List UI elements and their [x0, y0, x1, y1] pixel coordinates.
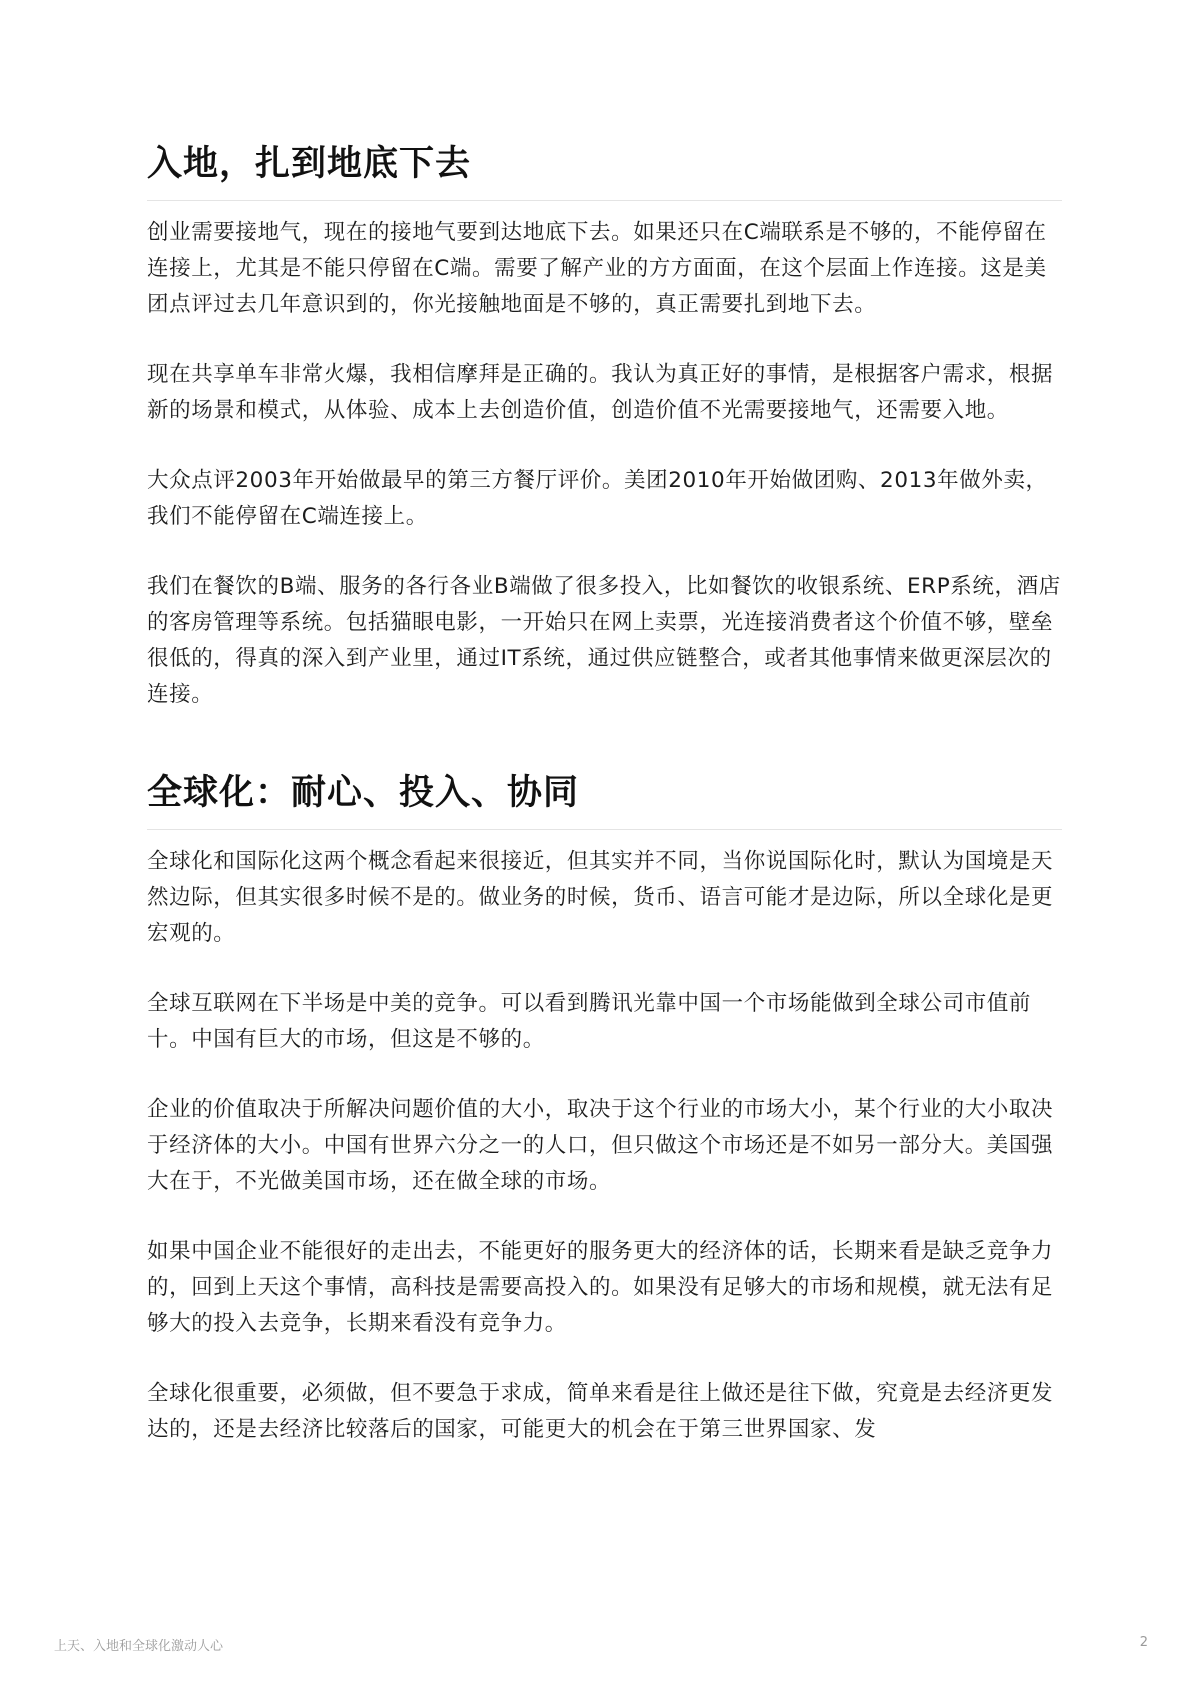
paragraph: 如果中国企业不能很好的走出去，不能更好的服务更大的经济体的话，长期来看是缺乏竞争力的，回到上天这个事情，高科技是需要高投入的。如果没有足够大的市场和规模，就无法有足够大的投入去竞争，长期来看没有竞争力。 [147, 1239, 1054, 1336]
paragraph: 全球互联网在下半场是中美的竞争。可以看到腾讯光靠中国一个市场能做到全球公司市值前十。中国有巨大的市场，但这是不够的。 [147, 991, 1032, 1052]
page-footer [54, 1635, 1148, 1655]
section-title: 入地，扎到地底下去 [147, 144, 472, 184]
paragraph: 现在共享单车非常火爆，我相信摩拜是正确的。我认为真正好的事情，是根据客户需求，根据新的场景和模式，从体验、成本上去创造价值，创造价值不光需要接地气，还需要入地。 [147, 362, 1054, 423]
paragraph: 全球化很重要，必须做，但不要急于求成，简单来看是往上做还是往下做，究竟是去经济更发达的，还是去经济比较落后的国家，可能更大的机会在于第三世界国家、发 [147, 1381, 1054, 1442]
section-title: 全球化：耐心、投入、协同 [147, 773, 580, 813]
footer-document-title: 上天、入地和全球化激动人心 [54, 1639, 224, 1654]
section-spacer [147, 747, 1062, 767]
section-divider [147, 829, 1062, 830]
paragraph: 企业的价值取决于所解决问题价值的大小，取决于这个行业的市场大小，某个行业的大小取决于经济体的大小。中国有世界六分之一的人口，但只做这个市场还是不如另一部分大。美国强大在于，不光做美国市场，还在做全球的市场。 [147, 1097, 1054, 1194]
footer-page-number: 2 [1139, 1635, 1148, 1650]
paragraph: 大众点评2003年开始做最早的第三方餐厅评价。美团2010年开始做团购、2013年做外卖，我们不能停留在C端连接上。 [147, 468, 1048, 529]
page-content [147, 138, 1062, 1482]
paragraph: 我们在餐饮的B端、服务的各行各业B端做了很多投入，比如餐饮的收银系统、ERP系统，酒店的客房管理等系统。包括猫眼电影，一开始只在网上卖票，光连接消费者这个价值不够，壁垒很低的，得真的深入到产业里，通过IT系统，通过供应链整合，或者其他事情来做更深层次的连接。 [147, 574, 1061, 707]
paragraph: 全球化和国际化这两个概念看起来很接近，但其实并不同，当你说国际化时，默认为国境是天然边际，但其实很多时候不是的。做业务的时候，货币、语言可能才是边际，所以全球化是更宏观的。 [147, 849, 1054, 946]
paragraph: 创业需要接地气，现在的接地气要到达地底下去。如果还只在C端联系是不够的，不能停留在连接上，尤其是不能只停留在C端。需要了解产业的方方面面，在这个层面上作连接。这是美团点评过去几年意识到的，你光接触地面是不够的，真正需要扎到地下去。 [147, 220, 1047, 317]
section-divider [147, 200, 1062, 201]
